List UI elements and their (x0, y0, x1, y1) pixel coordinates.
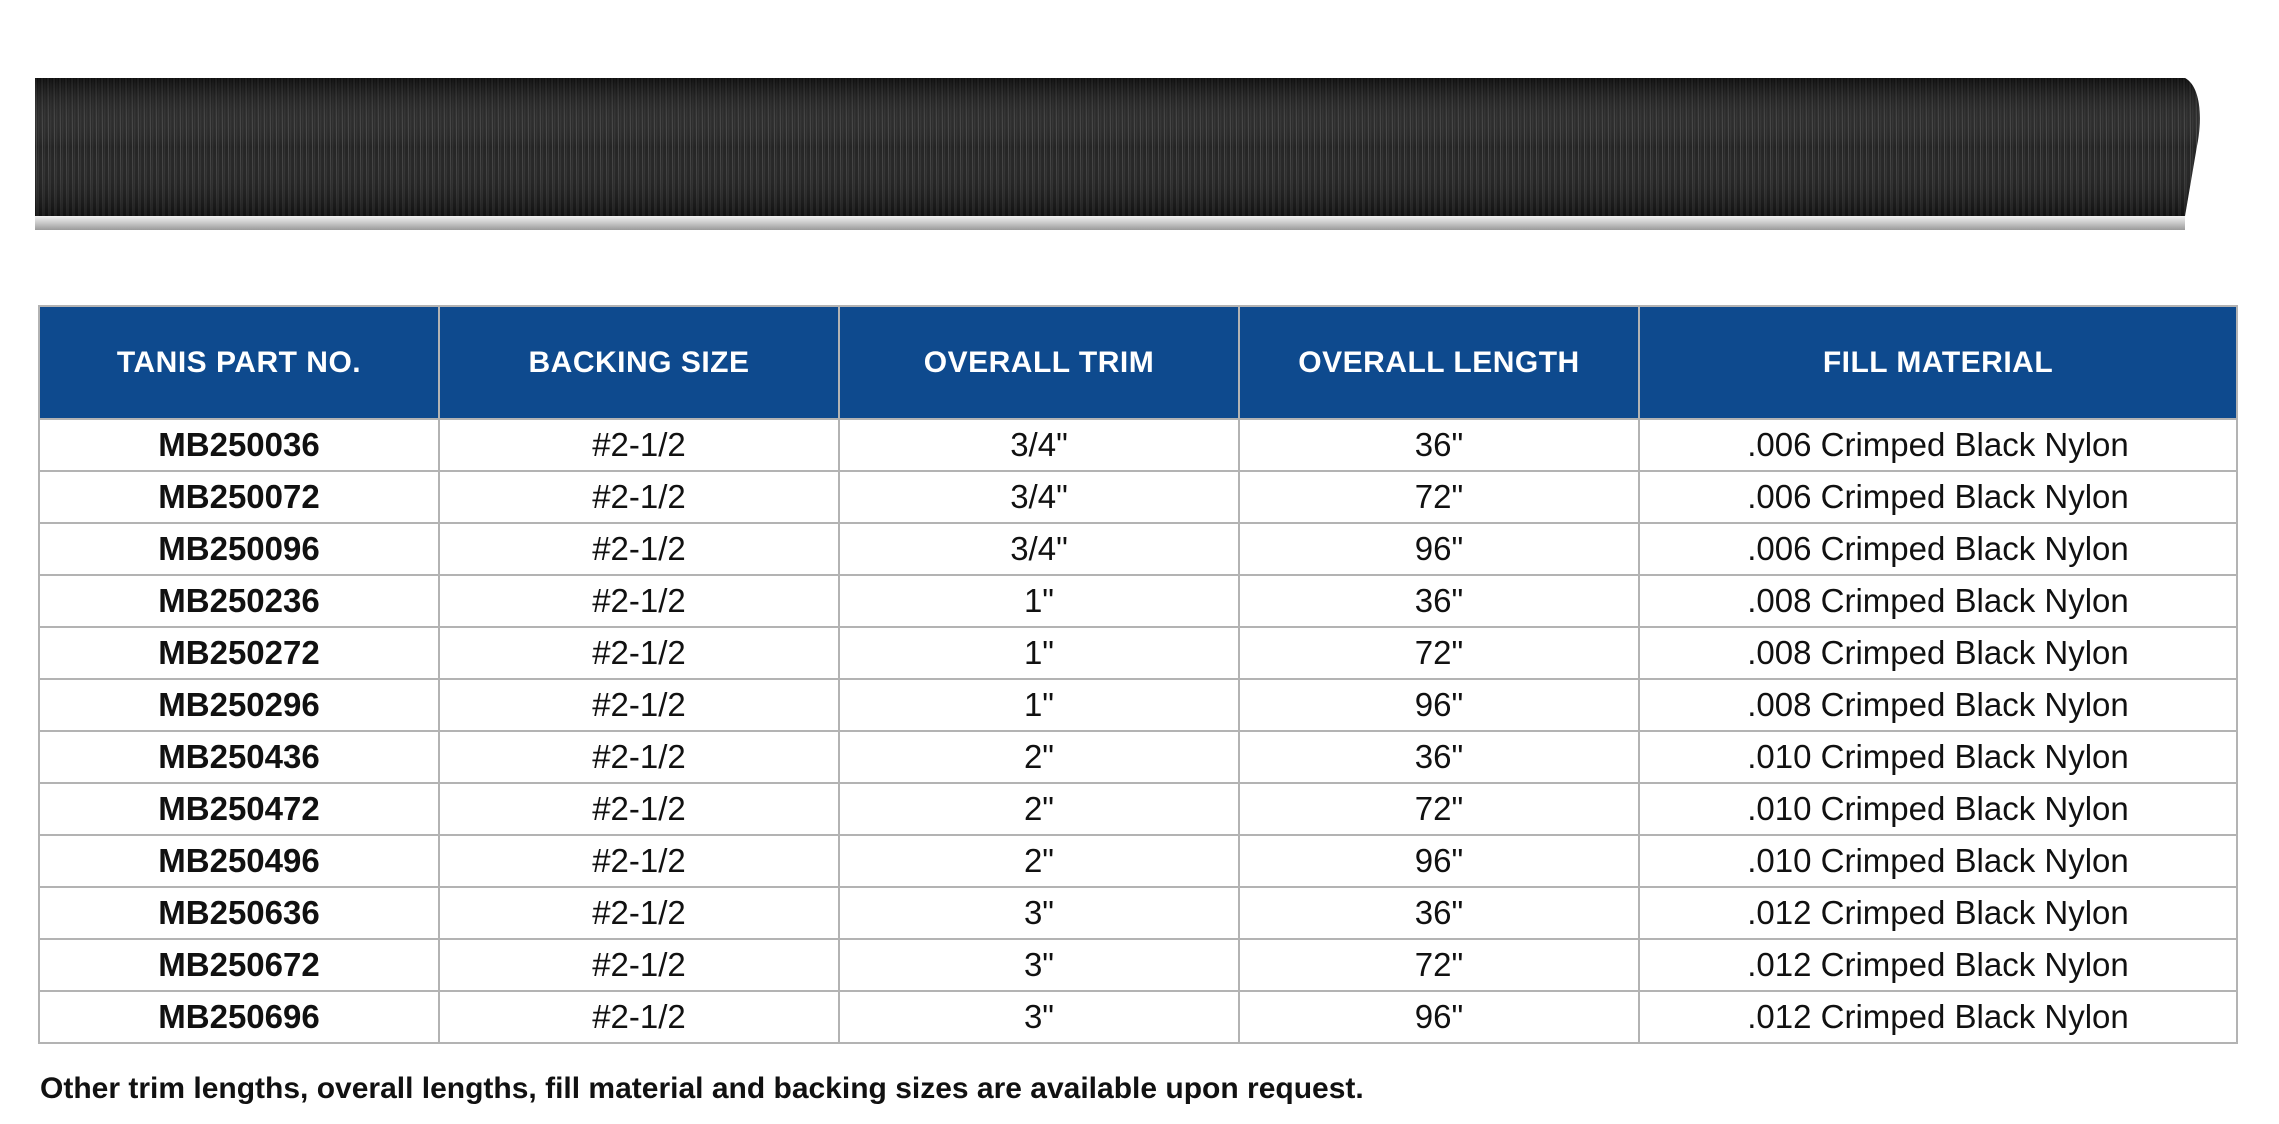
table-row (39, 627, 2237, 679)
cell-part-no: MB250672 (39, 939, 439, 991)
cell-backing-size: #2-1/2 (439, 731, 839, 783)
cell-fill-material: .008 Crimped Black Nylon (1639, 627, 2237, 679)
cell-overall-trim: 3" (839, 887, 1239, 939)
spec-table (38, 305, 2238, 1044)
table-row (39, 471, 2237, 523)
cell-backing-size: #2-1/2 (439, 679, 839, 731)
header-part-no: TANIS PART NO. (39, 306, 439, 419)
table-row (39, 575, 2237, 627)
cell-backing-size: #2-1/2 (439, 575, 839, 627)
cell-part-no: MB250696 (39, 991, 439, 1043)
table-row (39, 523, 2237, 575)
table-row (39, 731, 2237, 783)
cell-overall-length: 96" (1239, 679, 1639, 731)
cell-part-no: MB250436 (39, 731, 439, 783)
table-row (39, 679, 2237, 731)
footnote: Other trim lengths, overall lengths, fill material and backing sizes are available upon request. (40, 1072, 1364, 1105)
cell-part-no: MB250096 (39, 523, 439, 575)
cell-fill-material: .008 Crimped Black Nylon (1639, 575, 2237, 627)
table-header-row (39, 306, 2237, 419)
header-overall-length: OVERALL LENGTH (1239, 306, 1639, 419)
metal-backing (35, 216, 2185, 230)
cell-overall-trim: 3/4" (839, 419, 1239, 471)
cell-overall-length: 72" (1239, 627, 1639, 679)
cell-fill-material: .012 Crimped Black Nylon (1639, 939, 2237, 991)
cell-backing-size: #2-1/2 (439, 887, 839, 939)
cell-backing-size: #2-1/2 (439, 835, 839, 887)
cell-overall-length: 72" (1239, 471, 1639, 523)
cell-part-no: MB250236 (39, 575, 439, 627)
cell-part-no: MB250496 (39, 835, 439, 887)
cell-backing-size: #2-1/2 (439, 991, 839, 1043)
cell-overall-trim: 2" (839, 731, 1239, 783)
cell-fill-material: .012 Crimped Black Nylon (1639, 887, 2237, 939)
table-row (39, 835, 2237, 887)
cell-overall-length: 72" (1239, 783, 1639, 835)
cell-fill-material: .012 Crimped Black Nylon (1639, 991, 2237, 1043)
table-row (39, 419, 2237, 471)
cell-fill-material: .006 Crimped Black Nylon (1639, 419, 2237, 471)
cell-overall-trim: 3/4" (839, 523, 1239, 575)
cell-overall-length: 36" (1239, 575, 1639, 627)
cell-overall-trim: 3" (839, 939, 1239, 991)
strip-brush-icon (35, 76, 2200, 236)
table-row (39, 991, 2237, 1043)
strip-brush-image (35, 76, 2200, 236)
cell-part-no: MB250296 (39, 679, 439, 731)
table-row (39, 783, 2237, 835)
cell-overall-trim: 3/4" (839, 471, 1239, 523)
cell-overall-trim: 1" (839, 575, 1239, 627)
cell-backing-size: #2-1/2 (439, 939, 839, 991)
header-overall-trim: OVERALL TRIM (839, 306, 1239, 419)
cell-part-no: MB250272 (39, 627, 439, 679)
cell-part-no: MB250636 (39, 887, 439, 939)
cell-backing-size: #2-1/2 (439, 419, 839, 471)
cell-overall-length: 96" (1239, 523, 1639, 575)
cell-fill-material: .010 Crimped Black Nylon (1639, 835, 2237, 887)
header-backing-size: BACKING SIZE (439, 306, 839, 419)
bristle-shading (35, 78, 2200, 216)
cell-backing-size: #2-1/2 (439, 523, 839, 575)
cell-fill-material: .006 Crimped Black Nylon (1639, 523, 2237, 575)
cell-overall-trim: 1" (839, 627, 1239, 679)
cell-part-no: MB250072 (39, 471, 439, 523)
cell-overall-length: 96" (1239, 991, 1639, 1043)
cell-overall-length: 36" (1239, 731, 1639, 783)
cell-overall-length: 72" (1239, 939, 1639, 991)
table-row (39, 939, 2237, 991)
cell-backing-size: #2-1/2 (439, 783, 839, 835)
cell-overall-length: 96" (1239, 835, 1639, 887)
cell-overall-length: 36" (1239, 887, 1639, 939)
cell-fill-material: .010 Crimped Black Nylon (1639, 731, 2237, 783)
cell-fill-material: .008 Crimped Black Nylon (1639, 679, 2237, 731)
header-fill-material: FILL MATERIAL (1639, 306, 2237, 419)
cell-fill-material: .006 Crimped Black Nylon (1639, 471, 2237, 523)
cell-overall-trim: 2" (839, 783, 1239, 835)
cell-backing-size: #2-1/2 (439, 627, 839, 679)
cell-part-no: MB250472 (39, 783, 439, 835)
cell-overall-trim: 2" (839, 835, 1239, 887)
cell-overall-trim: 3" (839, 991, 1239, 1043)
table-row (39, 887, 2237, 939)
cell-overall-trim: 1" (839, 679, 1239, 731)
cell-part-no: MB250036 (39, 419, 439, 471)
cell-backing-size: #2-1/2 (439, 471, 839, 523)
cell-fill-material: .010 Crimped Black Nylon (1639, 783, 2237, 835)
cell-overall-length: 36" (1239, 419, 1639, 471)
